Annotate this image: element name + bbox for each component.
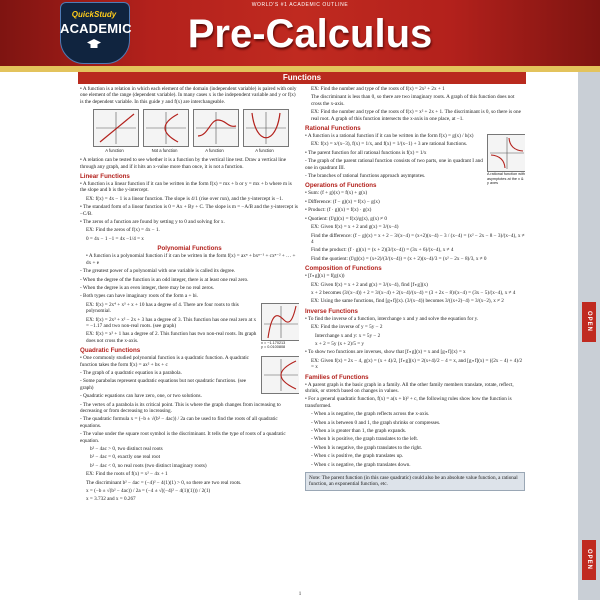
operation-example: Find the difference: (f − g)(x) = x + 2 − 3/(x−4) = (x+2)(x−4) − 3 / (x−4) = (x² − 2x − 8 − 3)/(x−4), x ≠ 4 [311, 232, 525, 245]
heading-operations: Operations of Functions [305, 182, 377, 190]
discriminant-case: b² − 4ac < 0, no real roots (two distinct imaginary roots) [90, 462, 207, 469]
vertical-line-test: • A relation can be tested to see whether it is a function by the vertical line test. Draw a vertical line through any graph, and if it hits an x-value more than once, it is not a function. [80, 157, 287, 170]
operation-example: Find the quotient: (f/g)(x) = (x+2)/(3/(x−4)) = (x + 2)(x−4)/3 = (x² − 2x − 8)/3, x ≠ 0 [311, 255, 487, 262]
inverse-item: • To find the inverse of a function, interchange x and y and solve the equation for y. [305, 315, 479, 322]
operation-item: • Product: (f · g)(x) = f(x) · g(x) [305, 207, 372, 214]
family-item: • A parent graph is the basic graph in a family. All the other family members translate, rotate, reflect, shrink, or stretch based on changes in values. [305, 381, 514, 394]
figure-caption: A function [205, 148, 224, 154]
figure-graph [93, 109, 139, 147]
poly-item: - When the degree is an even integer, there may be no real zeros. [80, 284, 215, 291]
quad-example: x = 3.732 and x = 0.267 [86, 496, 136, 503]
family-item: - When a is greater than 1, the graph expands. [311, 428, 407, 435]
poly-example: EX: f(x) = 2x³ + x² − 2x + 3 has a degree of 3. This function has one real zero at x = −1.17 and two non-real roots. (see graph) [86, 316, 257, 329]
quad-item: - The value under the square root symbol is the discriminant. It tells the type of roots of a quadratic equation. [80, 431, 286, 444]
composition-item: EX: Using the same functions, find [g∘f](x). (3/(x−4)) becomes 3/((x+2)−4) = 3/(x−2), x ≠ 2 [311, 298, 504, 305]
quad-example: EX: Find the roots of f(x) = x² − 4x + 1 [86, 471, 168, 478]
composition-item: x + 2 becomes (3/(x−4)) + 2 = 3/(x−4) + 2(x−4)/(x−4) = (3 + 2x − 8)/(x−4) = (3x − 5)/(x−4), x ≠ 4 [311, 289, 516, 296]
open-label-2: OPEN [582, 540, 596, 580]
rational-item: • The parent function for all rational functions is f(x) = 1/x [305, 149, 427, 156]
poly-example: EX: f(x) = x² + 1 has a degree of 2. This function has two non-real roots. Its graph does not cross the x-axis. [86, 331, 257, 344]
family-item: • For a general quadratic function, f(x) = a(x + b)² + c, the following rules show how the function is transformed. [305, 396, 512, 409]
heading-polynomial-functions: Polynomial Functions [157, 245, 222, 253]
rational-item: - The branches of rational functions approach asymptotes. [305, 173, 426, 180]
figure-graph [243, 109, 289, 147]
linear-example-2-steps: 0 = 4x − 1 −1 = 4x −1/4 = x [86, 235, 144, 242]
function-definition: • A function is a relation in which each element of the domain (independent variable) is paired with only one element of the range (dependent variable). In many cases x is the independent variable and y or f(x) is the dependent variable. In this guide y and f(x) are interchangeable. [80, 86, 297, 105]
rational-graph-plot [487, 134, 525, 172]
parabola-graph [261, 356, 299, 394]
poly-item: • A function is a polynomial function if it can be written in the form f(x) = axⁿ + bxⁿ⁻¹ + cxⁿ⁻² + … + dx + e [86, 253, 296, 266]
rational-graph [487, 134, 525, 186]
figure-function-1 [93, 109, 137, 153]
figure-function-2 [193, 109, 237, 153]
heading-linear-functions: Linear Functions [80, 173, 130, 181]
rational-item: - The graph of the parent rational function consists of two parts, one in quadrant I and one in quadrant III. [305, 158, 483, 171]
composition-item: EX: Given f(x) = x + 2 and g(x) = 3/(x−4), find [f∘g](x) [311, 281, 428, 288]
side-tab [578, 72, 600, 600]
graph-readout-x: x = −1.170213 [261, 340, 286, 345]
parabola-graph-plot [261, 356, 299, 394]
page-number: 1 [298, 592, 302, 597]
linear-zeros: • The zeros of a function are found by setting y to 0 and solving for x. [80, 219, 225, 226]
logo-bottom-text: ACADEMIC [60, 21, 132, 36]
family-item: - When c is negative, the graph translates down. [311, 461, 411, 468]
linear-standard-form: • The standard form of a linear function is 0 = Ax + By + C. The slope is m = −A/B and the y-intercept is −C/B. [80, 204, 298, 217]
inverse-item: • To show two functions are inverses, show that [f∘g](x) = x and [g∘f](x) = x [305, 349, 466, 356]
rational-item: • A function is a rational function if it can be written in the form f(x) = g(x) / h(x) [305, 133, 474, 140]
operation-example: EX: Given f(x) = x + 2 and g(x) = 3/(x−4) [311, 224, 399, 231]
linear-example-1: EX: f(x) = 4x − 1 is a linear function. The slope is 4/1 (rise over run), and the y-intercept is −1. [86, 195, 284, 202]
cubic-graph-plot [261, 303, 299, 341]
logo-top-text: QuickStudy [71, 10, 117, 19]
heading-inverse: Inverse Functions [305, 307, 358, 315]
rational-item: EX: f(x) = x/(x−3), f(x) = 1/x, and f(x) = 1/(x−1) + 3 are rational functions. [311, 141, 468, 148]
heading-composition: Composition of Functions [305, 265, 382, 273]
discriminant-case: b² − 4ac > 0, two distinct real roots [90, 446, 163, 453]
poly-item: - Both types can have imaginary roots of the form a + bi. [80, 293, 199, 300]
linear-example-2: EX: Find the zeros of f(x) = 4x − 1. [86, 227, 160, 234]
poly-example: EX: f(x) = 2x⁴ + x³ + x + 10 has a degree of 4. There are four roots to this polynomial. [86, 301, 239, 315]
quad-item: • One commonly studied polynomial function is a quadratic function. A quadratic function takes the form f(x) = ax² + bx + c [80, 355, 249, 368]
figure-caption: A function [105, 148, 124, 154]
quad-item: - Some parabolas represent quadratic equations but not quadratic functions. (see graph) [80, 378, 247, 391]
header-banner [0, 0, 600, 72]
family-item: - When a is negative, the graph reflects across the x-axis. [311, 411, 430, 418]
operation-item: • Sum: (f + g)(x) = f(x) + g(x) [305, 190, 368, 197]
section-header: Functions [78, 72, 526, 84]
family-item: - When b is negative, the graph translates to the right. [311, 444, 423, 451]
inverse-item: x + 2 = 5y (x + 2)/5 = y [315, 340, 365, 347]
note-box: Note: The parent function (in this case quadratic) could also be an absolute value function, a rational function, an exponential function, etc. [305, 472, 525, 491]
figure-graph [143, 109, 189, 147]
heading-quadratic-functions: Quadratic Functions [80, 347, 141, 355]
figure-caption: A function [255, 148, 274, 154]
operation-example: Find the product: (f · g)(x) = (x + 2)(3/(x−4)) = (3x + 6)/(x−4), x ≠ 4 [311, 247, 454, 254]
figure-caption: Not a function [151, 148, 178, 154]
inverse-item: EX: Find the inverse of y = 5y − 2 [311, 324, 383, 331]
quad-item: - Quadratic equations can have zero, one, or two solutions. [80, 393, 202, 400]
roots-example: The discriminant is less than 0, so there are two imaginary roots. A graph of this function does not cross the x-axis. [311, 94, 515, 107]
family-item: - When a is between 0 and 1, the graph shrinks or compresses. [311, 419, 441, 426]
poly-item: - When the degree of the function is an odd integer, there is at least one real zero. [80, 276, 249, 283]
quad-example: x = (−b ± √(b² − 4ac)) / 2a = (−4 ± √((−4)² − 4(1)(1))) / 2(1) [86, 488, 211, 495]
open-label-1: OPEN [582, 302, 596, 342]
graduation-cap-icon [87, 39, 101, 51]
inverse-item: Interchange x and y: x = 5y − 2 [315, 332, 381, 339]
graph-caption: A rational function with asymptotes at the x & y axes [487, 172, 525, 186]
quad-item: - The vertex of a parabola is its critical point. This is where the graph changes from increasing to decreasing or from decreasing to increasing. [80, 401, 281, 414]
family-item: - When c is positive, the graph translates up. [311, 453, 404, 460]
quad-item: - The quadratic formula x = (−b ± √(b² − 4ac)) / 2a can be used to find the roots of all quadratic equations. [80, 416, 278, 429]
poly-item: - The greatest power of a polynomial with one variable is called its degree. [80, 268, 236, 275]
operation-item: • Difference: (f − g)(x) = f(x) − g(x) [305, 198, 380, 205]
left-column [80, 86, 299, 596]
cubic-graph [261, 303, 299, 350]
roots-example: EX: Find the number and type of the roots of f(x) = x² + 2x + 1. The discriminant is 0, so there is one real root. A graph of this function intersects the x-axis in one place, at −1. [311, 109, 521, 122]
right-column [305, 86, 525, 596]
quickstudy-logo [60, 2, 132, 64]
tagline: WORLD'S #1 ACADEMIC OUTLINE [251, 2, 349, 8]
operation-item: • Quotient: (f/g)(x) = f(x)/g(x), g(x) ≠ 0 [305, 215, 387, 222]
function-figures [80, 109, 299, 153]
figure-not-function [143, 109, 187, 153]
quad-item: - The graph of a quadratic equation is a parabola. [80, 369, 182, 376]
quad-example: The discriminant b² − 4ac = (−4)² − 4(1)(1) > 0, so there are two real roots. [86, 479, 242, 486]
page-title: Pre-Calculus [187, 12, 433, 56]
composition-item: • [f∘g](x) = f(g(x)) [305, 273, 345, 280]
heading-rational-functions: Rational Functions [305, 125, 361, 133]
family-item: - When b is positive, the graph translates to the left. [311, 436, 419, 443]
roots-example: EX: Find the number and type of the roots of f(x) = 2x² + 2x + 1 [311, 86, 445, 92]
linear-definition: • A function is a linear function if it can be written in the form f(x) = mx + b or y = mx + b where m is the slope and b is the y-intercept. [80, 181, 292, 194]
graph-readout-y: y = 0.0100808 [261, 345, 286, 350]
heading-families: Families of Functions [305, 373, 369, 381]
figure-graph [193, 109, 239, 147]
figure-function-3 [243, 109, 287, 153]
inverse-item: EX: Given f(x) = 2x − 4, g(x) = (x + 4)/2, [f∘g](x) = 2(x+4)/2 − 4 = x, and [g∘f](x) = ((2x − 4) + 4)/2 = x [311, 357, 523, 371]
discriminant-case: b² − 4ac = 0, exactly one real root [90, 454, 161, 461]
